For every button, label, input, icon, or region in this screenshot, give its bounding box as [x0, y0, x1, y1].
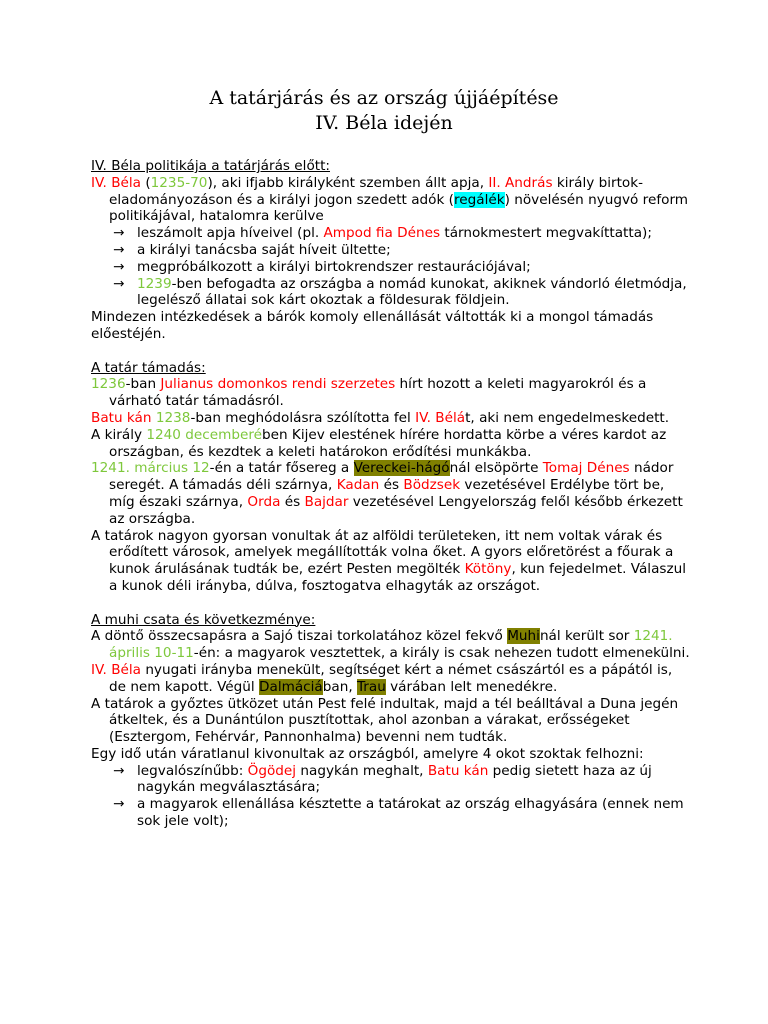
date: 1238 [155, 409, 191, 426]
spacer [91, 595, 691, 612]
person-name: Kötöny [464, 561, 512, 578]
highlighted-place: Vereckei-hágó [353, 460, 450, 477]
list-item: → legvalószínűbb: Ögödej nagykán meghalt, Batu kán pedig sietett haza az új nagykán megválasztására; [113, 762, 652, 796]
section-heading-politics: IV. Béla politikája a tatárjárás előtt: [91, 158, 330, 174]
person-name: Batu kán [427, 762, 489, 779]
list-item: → a magyarok ellenállása késztette a tatárokat az ország elhagyására (ennek nem sok jele volt); [113, 796, 684, 830]
person-name: Bajdar [304, 493, 349, 510]
date: 1235-70 [150, 174, 208, 191]
highlighted-place: Trau [356, 678, 386, 695]
title-line-1: A tatárjárás és az ország újjáépítése [209, 87, 559, 109]
paragraph: Egy idő után váratlanul kivonultak az országból, amelyre 4 okot szoktak felhozni: [91, 745, 644, 762]
person-name: Orda [247, 493, 281, 510]
paragraph: 1241. március 12-én a tatár fősereg a Vereckei-hágónál elsöpörte Tomaj Dénes nádor seregét. A támadás déli szárnya, Kadan és Bödzsek vezetésével Erdélybe tört be, míg északi szárnya, Orda és Bajdar vezetésével Lengyelország felől később érkezett az országba. [91, 460, 683, 527]
paragraph: 1236-ban Julianus domonkos rendi szerzetes hírt hozott a keleti magyarokról és a várható tatár támadásról. [91, 376, 647, 410]
arrow-bullet-icon: → [113, 796, 125, 813]
person-name: Batu kán [91, 409, 152, 426]
highlighted-place: Muhi [507, 628, 540, 645]
list-item: → leszámolt apja híveivel (pl. Ampod fia Dénes tárnokmestert megvakíttatta); [113, 225, 652, 242]
document-body [91, 158, 691, 830]
date: 1240 decemberé [146, 426, 262, 443]
title-line-2: IV. Béla idején [315, 112, 453, 134]
person-name: IV. Bélá [415, 409, 466, 426]
person-name: II. András [488, 174, 553, 191]
arrow-bullet-icon: → [113, 241, 125, 258]
document-title [0, 86, 768, 136]
highlighted-term: regálék [453, 191, 505, 208]
section-heading-muhi: A muhi csata és következménye: [91, 611, 316, 628]
list-item: → 1239-ben befogadta az országba a nomád kunokat, akiknek vándorló életmódja, legelésző állatai sok kárt okoztak a földesurak földjein. [113, 275, 687, 309]
arrow-bullet-icon: → [113, 258, 125, 275]
paragraph: IV. Béla (1235-70), aki ifjabb királyként szemben állt apja, II. András király birtok-eladományozáson és a királyi jogon szedett adók (regálék) növelésén nyugvó reform politikájával, hatalomra kerülve [91, 174, 689, 225]
list-item: → a királyi tanácsba saját híveit ültette; [113, 241, 391, 258]
paragraph: Batu kán 1238-ban meghódolásra szólította fel IV. Bélát, aki nem engedelmeskedett. [91, 409, 670, 426]
arrow-bullet-icon: → [113, 225, 125, 242]
person-name: IV. Béla [91, 661, 141, 678]
person-name: IV. Béla [91, 174, 141, 191]
person-name: Tomaj Dénes [542, 460, 630, 477]
paragraph: A tatárok nagyon gyorsan vonultak át az alföldi területeken, itt nem voltak várak és erődített városok, amelyek megállították volna őket. A gyors előretörést a főurak a kunok árulásának tudták be, ezért Pesten megölték Kötöny, kun fejedelmet. Válaszul a kunok déli irányba, dúlva, fosztogatva elhagyták az országot. [91, 527, 687, 594]
person-name: Ampod fia Dénes [323, 225, 441, 242]
paragraph: IV. Béla nyugati irányba menekült, segítséget kért a német császártól es a pápától is, de nem kapott. Végül Dalmáciában, Trau várában lelt menedékre. [91, 661, 673, 695]
date: 1239 [137, 275, 172, 292]
section-heading-attack: A tatár támadás: [91, 359, 206, 376]
person-name: Bödzsek [403, 477, 461, 494]
arrow-bullet-icon: → [113, 275, 125, 292]
person-name: Ögödej [247, 762, 297, 779]
arrow-bullet-icon: → [113, 762, 125, 779]
date: 1236 [91, 376, 126, 393]
person-name: Julianus domonkos rendi szerzetes [160, 376, 396, 393]
person-name: Kadan [336, 477, 380, 494]
paragraph: Mindezen intézkedések a bárók komoly ellenállását váltották ki a mongol támadás előestéjén. [91, 309, 654, 342]
list-item: → megpróbálkozott a királyi birtokrendszer restaurációjával; [113, 258, 531, 275]
highlighted-place: Dalmáciá [259, 678, 323, 695]
spacer [91, 343, 691, 360]
date: 1241. április 10-11 [109, 628, 673, 662]
date: 1241. március 12 [91, 460, 210, 477]
paragraph: A döntő összecsapásra a Sajó tiszai torkolatához közel fekvő Muhinál került sor 1241. április 10-11-én: a magyarok vesztettek, a király is csak nehezen tudott elmenekülni. [91, 628, 690, 662]
paragraph: A király 1240 decemberében Kijev elestének hírére hordatta körbe a véres kardot az országban, és kezdtek a keleti határokon erődítési munkákba. [91, 426, 667, 460]
paragraph: A tatárok a győztes ütközet után Pest felé indultak, majd a tél beálltával a Duna jegén átkeltek, és a Dunántúlon pusztítottak, ahol azonban a várakat, erősségeket (Esztergom, Fehérvár, Pannonhalma) bevenni nem tudták. [91, 695, 679, 746]
